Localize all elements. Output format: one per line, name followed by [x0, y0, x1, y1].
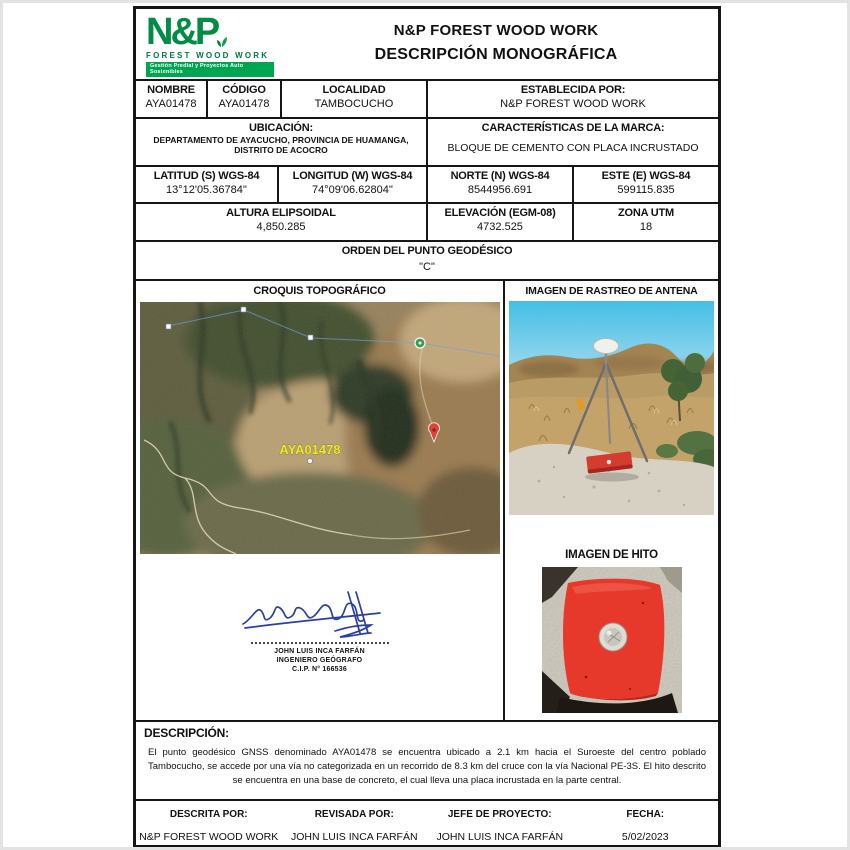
- field-longitud: [277, 167, 426, 202]
- footer-revisada-value: JOHN LUIS INCA FARFÁN: [290, 831, 418, 843]
- map-point-label: AYA01478: [278, 442, 341, 457]
- row-identity: [136, 81, 718, 119]
- field-localidad-value: TAMBOCUCHO: [314, 98, 394, 110]
- field-codigo: [206, 81, 280, 117]
- footer-revisada: [282, 801, 428, 845]
- row-panels: [136, 281, 718, 722]
- logo-company-name: FOREST WOOD WORK: [146, 51, 270, 60]
- field-nombre-value: AYA01478: [145, 98, 197, 110]
- field-altura-value: 4,850.285: [256, 221, 306, 233]
- footer-jefe-value: JOHN LUIS INCA FARFÁN: [436, 831, 564, 843]
- field-latitud-value: 13°12'05.36784'': [165, 184, 248, 196]
- signer-title: INGENIERO GEÓGRAFO: [276, 657, 363, 664]
- leaf-icon: [215, 34, 229, 48]
- footer-fecha-value: 5/02/2023: [621, 831, 669, 843]
- field-zona: [572, 204, 718, 240]
- field-marca: [426, 119, 718, 165]
- logo-brand-letters: N&P: [146, 11, 218, 53]
- signer-cip: C.I.P. N° 166536: [292, 666, 347, 673]
- field-establecida-value: N&P FOREST WOOD WORK: [500, 98, 646, 110]
- panel-croquis: [136, 281, 503, 720]
- footer-fecha-label: FECHA:: [626, 809, 665, 820]
- description-text: El punto geodésico GNSS denominado AYA01478 se encuentra ubicado a 2.1 km hacia el Suroeste del centro poblado Tambocucho, se accede por una vía no categorizada en un recorrido de 8.3 km del cruce con la vía Nacional PE-3S. El hito descrito se encuentra en una base de concreto, el cual lleva una placa incrustada en la parte central.: [148, 747, 706, 786]
- row-location: [136, 119, 718, 167]
- footer-jefe: [427, 801, 573, 845]
- row-elevation: [136, 204, 718, 242]
- footer-descrita-value: N&P FOREST WOOD WORK: [139, 831, 279, 843]
- signature-block: [136, 582, 503, 674]
- field-localidad: [280, 81, 426, 117]
- field-este: [572, 167, 718, 202]
- footer-revisada-label: REVISADA POR:: [314, 809, 394, 820]
- field-nombre-label: NOMBRE: [147, 84, 195, 96]
- field-orden-value: "C": [419, 261, 435, 273]
- logo-tagline-banner: Gestión Predial y Proyectos Auto Sostenibles: [146, 62, 274, 77]
- field-este-value: 599115.835: [617, 184, 675, 196]
- antena-title: IMAGEN DE RASTREO DE ANTENA: [525, 285, 698, 297]
- field-orden-label: ORDEN DEL PUNTO GEODÉSICO: [341, 245, 513, 257]
- field-marca-label: CARACTERÍSTICAS DE LA MARCA:: [481, 122, 665, 134]
- brass-disc-shape: [599, 623, 627, 651]
- row-coordinates: [136, 167, 718, 204]
- field-latitud-label: LATITUD (S) WGS-84: [153, 170, 260, 182]
- field-altura-label: ALTURA ELIPSOIDAL: [226, 207, 336, 219]
- hito-photo: [542, 567, 682, 713]
- company-title: N&P FOREST WOOD WORK: [393, 22, 599, 40]
- field-localidad-label: LOCALIDAD: [322, 84, 386, 96]
- footer-row: [136, 801, 718, 845]
- hito-title: IMAGEN DE HITO: [565, 549, 658, 561]
- document-header: [136, 9, 718, 81]
- field-norte: [426, 167, 572, 202]
- field-elevacion: [426, 204, 572, 240]
- field-longitud-value: 74°09'06.62804'': [311, 184, 394, 196]
- footer-descrita: [136, 801, 282, 845]
- company-logo: [136, 9, 274, 79]
- field-establecida: [426, 81, 718, 117]
- description-section: [136, 722, 718, 801]
- field-norte-value: 8544956.691: [467, 184, 533, 196]
- signer-name: JOHN LUIS INCA FARFÁN: [274, 648, 365, 655]
- field-norte-label: NORTE (N) WGS-84: [450, 170, 550, 182]
- field-latitud: [136, 167, 277, 202]
- field-longitud-label: LONGITUD (W) WGS-84: [292, 170, 413, 182]
- footer-jefe-label: JEFE DE PROYECTO:: [447, 809, 552, 820]
- field-elevacion-label: ELEVACIÓN (EGM-08): [444, 207, 556, 219]
- field-establecida-label: ESTABLECIDA POR:: [520, 84, 626, 96]
- field-ubicacion: [136, 119, 426, 165]
- field-elevacion-value: 4732.525: [477, 221, 523, 233]
- monograph-table: [133, 6, 721, 848]
- field-nombre: [136, 81, 206, 117]
- field-codigo-value: AYA01478: [218, 98, 270, 110]
- footer-fecha: [573, 801, 719, 845]
- field-zona-label: ZONA UTM: [617, 207, 675, 219]
- signature-line: [251, 642, 389, 644]
- panel-images: [503, 281, 718, 720]
- logo-brand-text: [146, 11, 218, 53]
- footer-descrita-label: DESCRITA POR:: [169, 809, 248, 820]
- field-zona-value: 18: [639, 221, 653, 233]
- field-codigo-label: CÓDIGO: [222, 84, 266, 96]
- field-marca-value: BLOQUE DE CEMENTO CON PLACA INCRUSTADO: [447, 142, 699, 154]
- row-orden: [136, 242, 718, 281]
- field-altura: [136, 204, 426, 240]
- header-titles: [274, 9, 718, 79]
- field-ubicacion-value: DEPARTAMENTO DE AYACUCHO, PROVINCIA DE HUAMANGA, DISTRITO DE ACOCRO: [153, 135, 409, 155]
- field-orden: [136, 242, 718, 279]
- document-title: DESCRIPCIÓN MONOGRÁFICA: [374, 45, 618, 63]
- croquis-title: CROQUIS TOPOGRÁFICO: [253, 285, 386, 297]
- satellite-map-image: [140, 302, 500, 554]
- signature-image: [235, 582, 405, 640]
- field-ubicacion-label: UBICACIÓN:: [249, 122, 313, 134]
- antenna-photo: [509, 301, 714, 515]
- description-label: DESCRIPCIÓN:: [144, 726, 229, 740]
- field-este-label: ESTE (E) WGS-84: [601, 170, 691, 182]
